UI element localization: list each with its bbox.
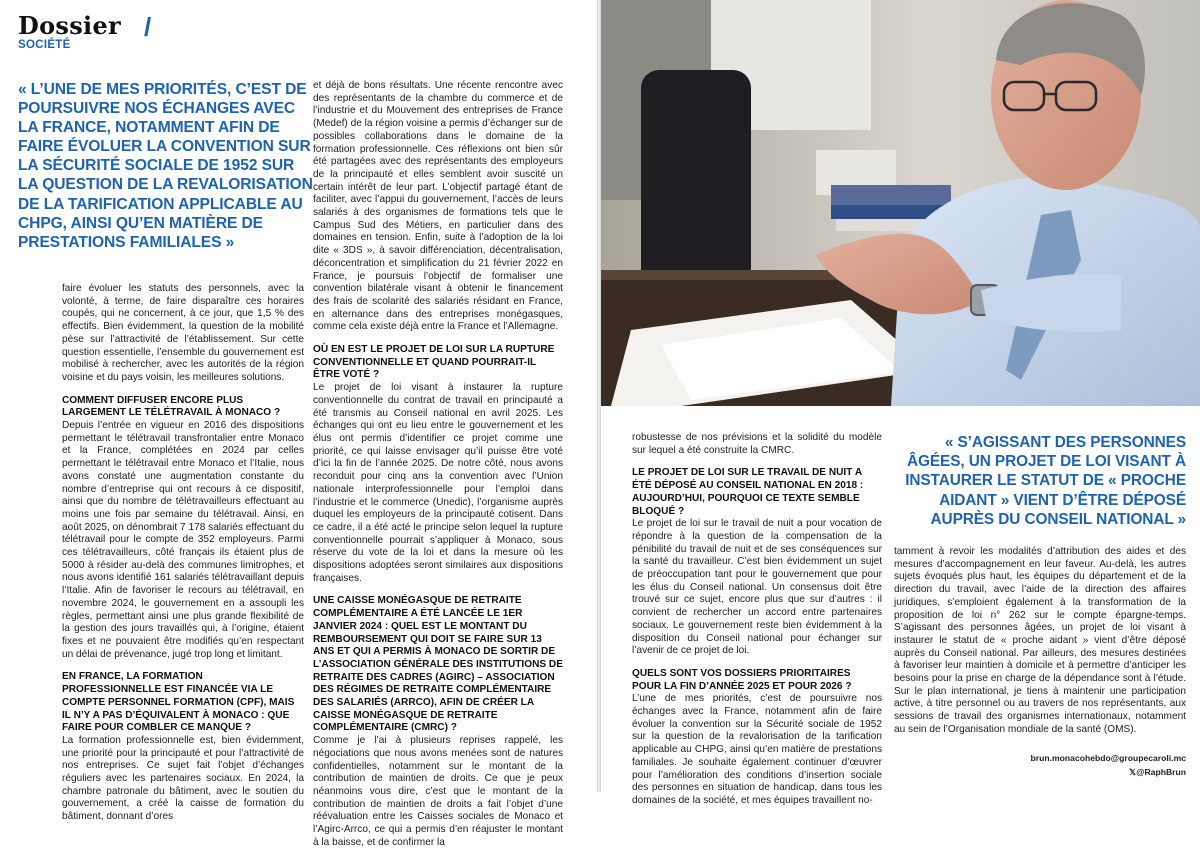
photo-illustration: [601, 0, 1200, 406]
text-column-2: [313, 80, 563, 849]
paragraph: Le projet de loi sur le travail de nuit a pour vocation de répondre à la question de la compensation de la pénibilité du travail de nuit et de ses conséquences sur la santé du travailleur. C’est bien évidemment un sujet de préoccupation tant pour le gouvernement que pour les élus du Conseil national. Un consensus doit être trouvé sur ce sujet, encore plus que sur d’autres : il convient de rechercher un accord entre partenaires sociaux. Le gouvernement reste bien évidemment à la disposition du Conseil national pour échanger sur l’avenir de ce projet de loi.: [632, 518, 882, 657]
portrait-photo: [601, 0, 1200, 406]
rubrique-slash: /: [144, 12, 152, 42]
paragraph: robustesse de nos prévisions et la solidité du modèle sur lequel a été construite la CMRC.: [632, 432, 882, 456]
question-heading: EN FRANCE, LA FORMATION PROFESSIONNELLE EST FINANCÉE VIA LE COMPTE PERSONNEL FORMATION (CPF), MAIS IL N’Y A PAS D’ÉQUIVALENT À MONACO : QUE FAIRE POUR COMBLER CE MANQUE ?: [62, 671, 295, 734]
pull-quote-right: « S’AGISSANT DES PERSONNES ÂGÉES, UN PROJET DE LOI VISANT À INSTAURER LE STATUT DE « PROCHE AIDANT » VIENT D’ÊTRE DÉPOSÉ AUPRÈS DU CONSEIL NATIONAL »: [905, 434, 1186, 528]
question-heading: OÙ EN EST LE PROJET DE LOI SUR LA RUPTURE CONVENTIONNELLE ET QUAND POURRAIT-IL ÊTRE VOTÉ ?: [313, 344, 555, 381]
paragraph: L’une de mes priorités, c’est de poursuivre nos échanges avec la France, notamment afin de faire évoluer la convention sur la Sécurité sociale de 1952 sur la question de la revalorisation de la tarification applicable au CHPG, ainsi qu’en matière de prestations familiales. Je souhaite également continuer d’œuvrer pour l’amélioration des conditions d’insertion sociale des personnes en situation de handicap, dans tous les domaines de la société, et mes équipes travaillent no-: [632, 693, 882, 806]
paragraph: Comme je l’ai à plusieurs reprises rappelé, les négociations que nous avons menées sont de natures confidentielles, notamment sur le montant de la contribution de maintien de droits. Ce que je peux néanmoins vous dire, c’est que le montant de la contribution de maintien de droits a fait l’objet d’une réévaluation entre les Caisses sociales de Monaco et l’Agirc-Arrco, ce qui a permis d’en réajuster le montant à la baisse, et de confirmer la: [313, 735, 563, 848]
question-heading: COMMENT DIFFUSER ENCORE PLUS LARGEMENT LE TÉLÉTRAVAIL À MONACO ?: [62, 394, 281, 419]
text-column-3: [632, 432, 882, 808]
question-heading: LE PROJET DE LOI SUR LE TRAVAIL DE NUIT A ÉTÉ DÉPOSÉ AU CONSEIL NATIONAL EN 2018 : AUJOURD’HUI, POURQUOI CE TEXTE SEMBLE BLOQUÉ ?: [632, 467, 864, 517]
text-column-1: [62, 283, 304, 824]
question-heading: QUELS SONT VOS DOSSIERS PRIORITAIRES POUR LA FIN D’ANNÉE 2025 ET POUR 2026 ?: [632, 667, 852, 692]
rubrique-header: [18, 11, 152, 51]
paragraph: faire évoluer les statuts des personnels, avec la volonté, à terme, de faire disparaître ces horaires coupés, qui ne concernent, à ce jour, que 1,5 % des effectifs. Bien évidemment, la question de la mobilité pèse sur l’attractivité de l’établissement. Sur cette question essentielle, l’ensemble du gouvernement est mobilisé à rechercher, avec les autorités de la région voisine et du pays voisin, les meilleures solutions.: [62, 283, 304, 383]
author-email: brun.monacohebdo@groupecaroli.mc: [1030, 753, 1186, 763]
pull-quote-left: « L’UNE DE MES PRIORITÉS, C’EST DE POURSUIVRE NOS ÉCHANGES AVEC LA FRANCE, NOTAMMENT AFIN DE FAIRE ÉVOLUER LA CONVENTION SUR LA SÉCURITÉ SOCIALE DE 1952 SUR LA QUESTION DE LA REVALORISATION DE LA TARIFICATION APPLICABLE AU CHPG, AINSI QU’EN MATIÈRE DE PRESTATIONS FAMILIALES »: [18, 81, 313, 251]
text-column-4: [894, 546, 1186, 737]
paragraph: Le projet de loi visant à instaurer la rupture conventionnelle du contrat de travail en principauté a été transmis au Conseil national en avril 2025. Les échanges qui ont eu lieu entre le gouvernement et les élus ont permis d’identifier ce projet comme une priorité, ce qui laisse envisager qu’il puisse être voté d’ici la fin de l’année 2025. De notre côté, nous avons reconduit pour cinq ans la convention avec l’Union nationale interprofessionnelle pour l’emploi dans l’industrie et le commerce (Unedic), l’organisme auprès duquel les employeurs de la principauté cotisent. Dans ce cadre, il a été acté le principe selon lequel la rupture conventionnelle pourrait s’appliquer à Monaco, sous réserve du vote de la loi et dans la mesure où les dispositions adoptées seront similaires aux dispositions françaises.: [313, 382, 563, 584]
paragraph: Depuis l’entrée en vigueur en 2016 des dispositions permettant le télétravail transfrontalier entre Monaco et la France, complétées en 2024 par celles permettant le télétravail entre Monaco et l’Italie, nous avons constaté une augmentation constante du nombre d’entreprise qui ont recours à ce dispositif, ainsi que du nombre de télétravailleurs effectuant au moins une fois par semaine du télétravail. Ainsi, en août 2025, on dénombrait 7 178 salariés effectuant du télétravail pour le compte de 352 employeurs. Parmi ces télétravailleurs, côté français ils étaient plus de 5000 à résider au-delà des communes limitrophes, et nous avons identifié 161 salariés télétravaillant depuis l’Italie. Afin de favoriser le recours au télétravail, en novembre 2024, le gouvernement en a assoupli les règles, permettant ainsi une plus grande flexibilité de la gestion des jours travaillés qui, à l’origine, étaient fixes et ne pouvaient être modifiés qu’en respectant un délai de prévenance, jugé trop long et limitant.: [62, 420, 304, 660]
paragraph: et déjà de bons résultats. Une récente rencontre avec des représentants de la chambre du commerce et de l’industrie et du Mouvement des entreprises de France (Medef) de la région voisine a permis d’échanger sur de possibles collaborations dans le domaine de la formation professionnelle. Ces réflexions ont bien sûr été partagées avec des représentants des employeurs de la principauté et elles semblent avoir suscité un certain intérêt de leur part. L’objectif partagé étant de faciliter, avec l’appui du gouvernement, l’accès de leurs salariés à des organismes de formations tels que le Campus Sud des Métiers, en particulier dans des domaines en tension. Enfin, suite à l’adoption de la loi dite « 3DS », à savoir différenciation, décentralisation, déconcentration et simplification du 21 février 2022 en France, je poursuis l’objectif de formaliser une convention bilatérale visant à obtenir le financement des frais de scolarité des salariés résidant en France, en alternance dans des entreprises monégasques, comme cela existe déjà entre la France et l’Allemagne.: [313, 80, 563, 333]
paragraph: tamment à revoir les modalités d’attribution des aides et des mesures d’accompagnement en leur faveur. Au-delà, les autres sujets évoqués plus haut, les équipes du département et de la direction du travail, avec l’aide de la direction des affaires juridiques, s’emploient également à la transformation de la proposition de loi n° 262 sur le compte épargne-temps. S’agissant des personnes âgées, un projet de loi visant à instaurer le statut de « proche aidant » vient d’être déposé auprès du Conseil national. Par ailleurs, des mesures destinées à favoriser leur maintien à domicile et à permettre d’anticiper les besoins pour la prise en charge de la dépendance sont à l’étude. Sur le plan international, je tiens à maintenir une participation active, à titre personnel ou au travers de nos représentants, aux sessions de travail des organismes internationaux, notamment au sein de l’Organisation mondiale de la santé (OMS).: [894, 546, 1186, 735]
paragraph: La formation professionnelle est, bien évidemment, une priorité pour la principauté et pour l’attractivité de nos entreprises. Ce sujet fait l’objet d’échanges réguliers avec les partenaires sociaux. En 2024, la chambre patronale du bâtiment, avec le soutien du gouvernement, a créé la caisse de formation du bâtiment, donnant d’ores: [62, 734, 304, 823]
author-social-handle: 𝕏@RaphBrun: [1129, 767, 1186, 777]
question-heading: UNE CAISSE MONÉGASQUE DE RETRAITE COMPLÉMENTAIRE A ÉTÉ LANCÉE LE 1ER JANVIER 2024 : QUEL EST LE MONTANT DU REMBOURSEMENT QUI DOIT SE FAIRE SUR 13 ANS ET QUI A PERMIS À MONACO DE SORTIR DE L’ASSOCIATION GÉNÉRALE DES INSTITUTIONS DE RETRAITE DES CADRES (AGIRC) – ASSOCIATION DES RÉGIMES DE RETRAITE COMPLÉMENTAIRE DES SALARIÉS (ARRCO), AFIN DE CRÉER LA CAISSE MONÉGASQUE DE RETRAITE COMPLÉMENTAIRE (CMRC) ?: [313, 595, 563, 734]
rubrique-title: Dossier: [18, 11, 121, 40]
section-label: SOCIÉTÉ: [18, 39, 71, 51]
